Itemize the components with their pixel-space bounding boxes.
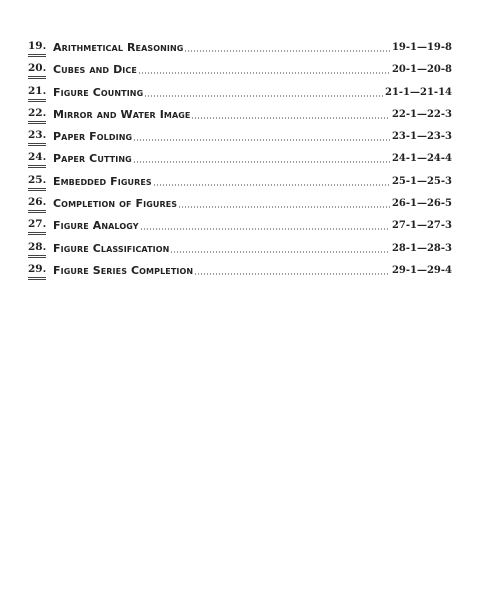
dot-leader: [138, 72, 390, 74]
page-range: 23-1—23-3: [391, 131, 452, 143]
dot-leader: [170, 251, 390, 253]
toc-entry-25[interactable]: [28, 174, 452, 191]
chapter-number: 29.: [28, 263, 46, 280]
chapter-number: 26.: [28, 196, 46, 213]
chapter-title[interactable]: Figure Analogy: [53, 219, 139, 233]
chapter-title[interactable]: Completion of Figures: [53, 197, 178, 211]
chapter-number: 28.: [28, 241, 46, 258]
toc-entry-26[interactable]: [28, 196, 452, 213]
chapter-title[interactable]: Paper Folding: [53, 130, 133, 144]
page-range: 19-1—19-8: [391, 42, 452, 53]
table-of-contents: [28, 40, 452, 285]
toc-entry-27[interactable]: [28, 218, 452, 235]
dot-leader: [133, 161, 390, 163]
chapter-title[interactable]: Arithmetical Reasoning: [53, 41, 184, 54]
chapter-title[interactable]: Embedded Figures: [53, 174, 152, 188]
toc-entry-22[interactable]: [28, 107, 452, 124]
page-range: 25-1—25-3: [391, 175, 452, 187]
chapter-title[interactable]: Mirror and Water Image: [53, 107, 191, 121]
chapter-number: 19.: [28, 40, 46, 57]
chapter-title[interactable]: Cubes and Dice: [53, 63, 137, 77]
dot-leader: [153, 184, 390, 186]
chapter-number: 22.: [28, 107, 46, 124]
dot-leader: [140, 228, 390, 230]
toc-entry-29[interactable]: [28, 263, 452, 280]
chapter-title[interactable]: Figure Series Completion: [53, 263, 194, 277]
chapter-number: 21.: [28, 85, 46, 102]
chapter-title[interactable]: Figure Counting: [53, 85, 144, 99]
toc-entry-23[interactable]: [28, 129, 452, 146]
page-range: 24-1—24-4: [391, 153, 452, 165]
page-range: 22-1—22-3: [391, 108, 452, 120]
page-range: 27-1—27-3: [391, 220, 452, 232]
chapter-title[interactable]: Figure Classification: [53, 241, 170, 255]
dot-leader: [144, 95, 383, 97]
chapter-number: 20.: [28, 62, 46, 79]
dot-leader: [184, 50, 389, 52]
page-range: 26-1—26-5: [391, 198, 452, 210]
dot-leader: [194, 273, 390, 275]
dot-leader: [133, 139, 390, 141]
chapter-number: 24.: [28, 151, 46, 168]
toc-entry-24[interactable]: [28, 151, 452, 168]
dot-leader: [178, 206, 390, 208]
page-range: 20-1—20-8: [391, 64, 452, 76]
dot-leader: [191, 117, 389, 119]
page-range: 28-1—28-3: [391, 242, 452, 254]
toc-entry-20[interactable]: [28, 62, 452, 79]
page-range: 21-1—21-14: [384, 86, 452, 98]
toc-entry-19[interactable]: [28, 40, 452, 57]
toc-entry-28[interactable]: [28, 241, 452, 258]
chapter-number: 27.: [28, 218, 46, 235]
chapter-number: 23.: [28, 129, 46, 146]
chapter-title[interactable]: Paper Cutting: [53, 152, 132, 166]
chapter-number: 25.: [28, 174, 46, 191]
page-range: 29-1—29-4: [391, 264, 452, 276]
toc-entry-21[interactable]: [28, 85, 452, 102]
